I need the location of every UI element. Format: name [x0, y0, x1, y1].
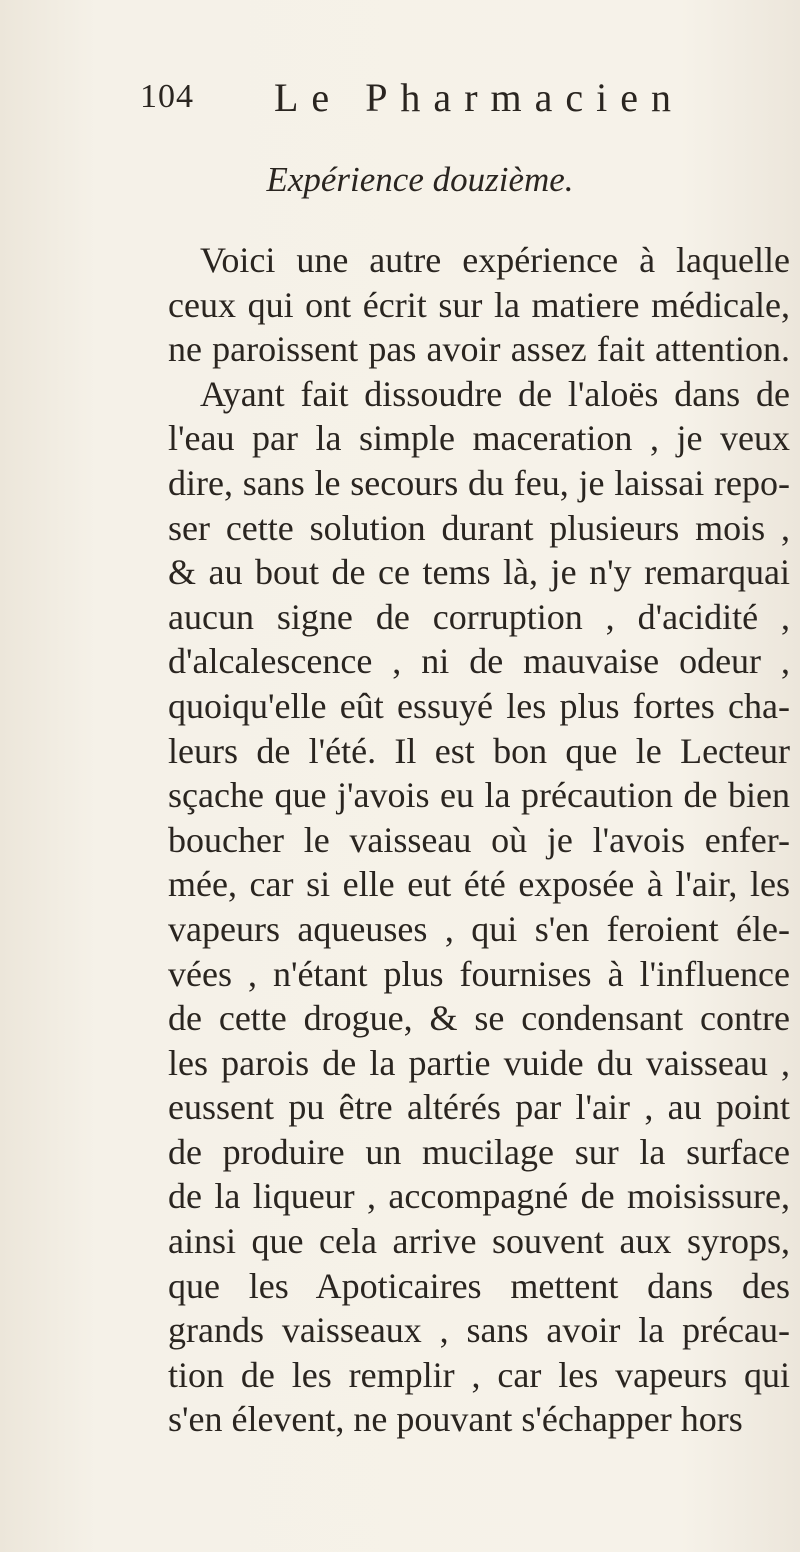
text-line: s'en élevent, ne pouvant s'échapper hors: [168, 1399, 743, 1440]
page-number: 104: [140, 78, 194, 115]
text-line: de produire un mucilage sur la surface: [168, 1131, 790, 1172]
text-line: d'alcalescence , ni de mauvaise odeur ,: [168, 641, 790, 682]
body-text: [168, 238, 790, 1442]
text-line: ainsi que cela arrive souvent aux syrops,: [168, 1221, 790, 1262]
text-line: ceux qui ont écrit sur la matiere médicale,: [168, 284, 790, 325]
text-line: vapeurs aqueuses , qui s'en feroient éle-: [168, 908, 790, 949]
text-line: & au bout de ce tems là, je n'y remarquai: [168, 552, 790, 593]
text-line: dire, sans le secours du feu, je laissai repo-: [168, 462, 790, 503]
text-line: eussent pu être altérés par l'air , au point: [168, 1087, 790, 1128]
text-line: sçache que j'avois eu la précaution de bien: [168, 775, 790, 816]
running-title: Le Pharmacien: [274, 75, 684, 120]
text-line: de la liqueur , accompagné de moisissure,: [168, 1176, 790, 1217]
text-line: les parois de la partie vuide du vaisseau ,: [168, 1042, 790, 1083]
text-line: de cette drogue, & se condensant contre: [168, 998, 790, 1039]
text-line: tion de les remplir , car les vapeurs qui: [168, 1354, 790, 1395]
section-title: Expérience douzième.: [266, 160, 574, 199]
text-line: que les Apoticaires mettent dans des: [168, 1265, 790, 1306]
text-line: aucun signe de corruption , d'acidité ,: [168, 596, 790, 637]
text-line: grands vaisseaux , sans avoir la précau-: [168, 1310, 790, 1351]
text-line: quoiqu'elle eût essuyé les plus fortes cha-: [168, 685, 790, 726]
text-line: Ayant fait dissoudre de l'aloës dans de: [200, 373, 790, 414]
page-header: [140, 74, 740, 134]
text-line: vées , n'étant plus fournises à l'influence: [168, 953, 790, 994]
text-line: leurs de l'été. Il est bon que le Lecteur: [168, 730, 790, 771]
text-line: l'eau par la simple maceration , je veux: [168, 418, 790, 459]
text-line: Voici une autre expérience à laquelle: [200, 240, 790, 280]
text-line: ne paroissent pas avoir assez fait attention.: [168, 329, 790, 370]
text-line: mée, car si elle eut été exposée à l'air, les: [168, 864, 790, 905]
text-line: boucher le vaisseau où je l'avois enfer-: [168, 819, 790, 860]
text-line: ser cette solution durant plusieurs mois ,: [168, 507, 790, 548]
